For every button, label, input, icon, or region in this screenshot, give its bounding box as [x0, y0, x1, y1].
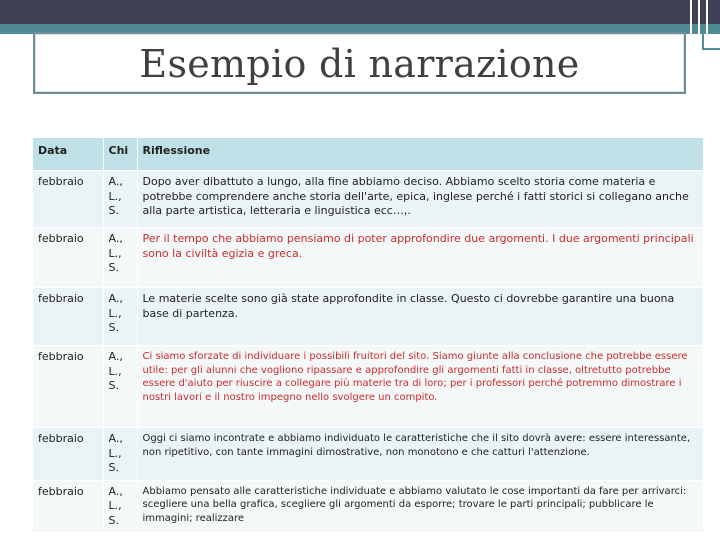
cell-reflection: Dopo aver dibattuto a lungo, alla fine abbiamo deciso. Abbiamo scelto storia come materia e potrebbe comprendere anche storia dell'arte, epica, inglese perché i fatti storici si collegano anche alla parte artistica, letteraria e linguistica ecc…,. [137, 171, 703, 228]
table-row [33, 480, 703, 533]
cell-date: febbraio [33, 428, 103, 481]
table-header-row [33, 138, 703, 171]
bar-stripe [698, 0, 700, 24]
table-row [33, 228, 703, 288]
cell-reflection: Ci siamo sforzate di individuare i possibili fruitori del sito. Siamo giunte alla conclusione che potrebbe essere utile: per gli alunni che vogliono ripassare e approfondire gli argomenti fatti in classe, oltretutto potrebbe essere d'aiuto per riuscire a collegare più materie tra di loro; per i professori perché potremmo dimostrare i nostri lavori e il nostro impegno nello svolgere un compito. [137, 346, 703, 428]
band-stripe [706, 24, 708, 34]
top-decorative-bar [0, 0, 720, 24]
cell-who: A., L., S. [103, 480, 137, 533]
cell-date: febbraio [33, 288, 103, 346]
cell-reflection: Le materie scelte sono già state approfondite in classe. Questo ci dovrebbe garantire una buona base di partenza. [137, 288, 703, 346]
cell-who: A., L., S. [103, 228, 137, 288]
slide-title: Esempio di narrazione [139, 42, 580, 86]
table-row [33, 288, 703, 346]
cell-who: A., L., S. [103, 346, 137, 428]
cell-reflection: Abbiamo pensato alle caratteristiche individuate e abbiamo valutato le cose importanti da fare per arrivarci: scegliere una bella grafica, scegliere gli argomenti da esporre; trovare le parti principali; pubblicare le immagini; realizzare [137, 480, 703, 533]
cell-date: febbraio [33, 346, 103, 428]
cell-reflection: Oggi ci siamo incontrate e abbiamo individuato le caratteristiche che il sito dovrà avere: essere interessante, non ripetitivo, con tante immagini dimostrative, non monotono e che catturi l'attenzione. [137, 428, 703, 481]
cell-date: febbraio [33, 171, 103, 228]
cell-reflection: Per il tempo che abbiamo pensiamo di poter approfondire due argomenti. I due argomenti principali sono la civiltà egizia e greca. [137, 228, 703, 288]
table-row [33, 346, 703, 428]
table-row [33, 171, 703, 228]
header-riflessione: Riflessione [137, 138, 703, 171]
cell-date: febbraio [33, 228, 103, 288]
table-row [33, 428, 703, 481]
band-stripe [698, 24, 700, 34]
band-stripe [690, 24, 692, 34]
corner-decoration [702, 34, 720, 50]
cell-who: A., L., S. [103, 171, 137, 228]
header-data: Data [33, 138, 103, 171]
title-box [33, 32, 686, 94]
cell-who: A., L., S. [103, 428, 137, 481]
cell-date: febbraio [33, 480, 103, 533]
bar-stripe [706, 0, 708, 24]
header-chi: Chi [103, 138, 137, 171]
bar-stripe [690, 0, 692, 24]
reflection-table [33, 138, 704, 533]
cell-who: A., L., S. [103, 288, 137, 346]
reflection-table-container [33, 138, 703, 527]
